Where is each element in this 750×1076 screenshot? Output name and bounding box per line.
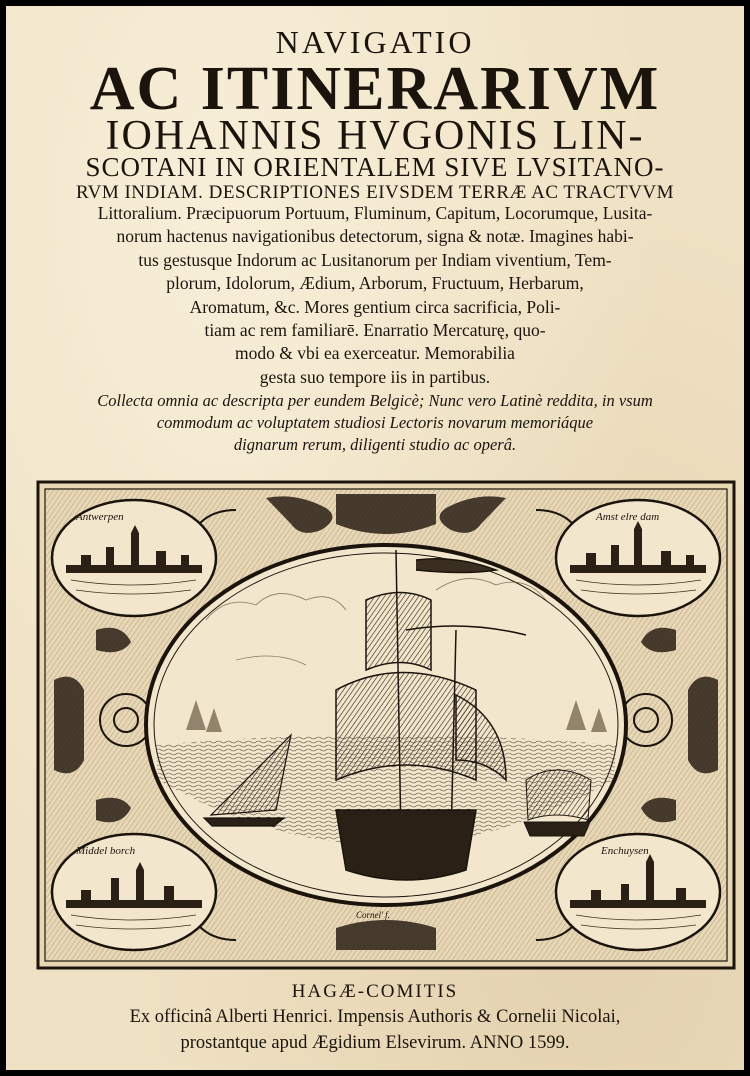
description-line: gesta suo tempore iis in partibus. <box>259 366 491 387</box>
description-line: Aromatum, &c. Mores gentium circa sacrificia, Poli- <box>189 296 561 317</box>
engraving-frame <box>36 480 736 970</box>
description-block <box>6 202 744 389</box>
description-line: tus gestusque Indorum ac Lusitanorum per Indiam viventium, Tem- <box>138 249 612 270</box>
collecta-block <box>6 390 744 456</box>
imprint-place: HAGÆ-COMITIS <box>291 981 459 1002</box>
city-label-amsterdam: Amst elre dam <box>596 511 660 523</box>
collecta-line: Collecta omnia ac descripta per eundem Belgicè; Nunc vero Latinè reddita, in vsum <box>97 391 653 410</box>
description-line: modo & vbi ea exerceatur. Memorabilia <box>235 343 515 364</box>
city-label-middelburg: Middel borch <box>76 845 136 857</box>
city-label-antwerpen: Antwerpen <box>76 511 124 523</box>
description-line: plorum, Idolorum, Ædium, Arborum, Fructuum, Herbarum, <box>166 273 584 294</box>
title-navigatio: NAVIGATIO <box>275 24 475 60</box>
title-author-line2: SCOTANI IN ORIENTALEM SIVE LVSITANO- <box>85 152 665 182</box>
title-itinerarium: AC ITINERARIVM <box>89 55 661 123</box>
imprint-block <box>6 1004 744 1056</box>
description-line: tiam ac rem familiarē. Enarratio Mercaturę, quo- <box>204 320 546 341</box>
engraver-signature: Cornel' f. <box>356 910 390 920</box>
description-line: Littoralium. Præcipuorum Portuum, Fluminum, Capitum, Locorumque, Lusita- <box>97 203 653 223</box>
imprint-line: prostantque apud Ægidium Elsevirum. ANNO 1599. <box>180 1033 570 1053</box>
title-author-line1: IOHANNIS HVGONIS LIN- <box>105 113 645 159</box>
description-line: norum hactenus navigationibus detectorum, signa & notæ. Imagines habi- <box>116 226 634 247</box>
city-label-enchuysen: Enchuysen <box>601 845 649 857</box>
title-page <box>6 6 744 1070</box>
collecta-line: dignarum rerum, diligenti studio ac operâ. <box>233 435 517 454</box>
collecta-line: commodum ac voluptatem studiosi Lectoris novarum memoriáque <box>156 413 594 432</box>
imprint-line: Ex officinâ Alberti Henrici. Impensis Authoris & Cornelii Nicolai, <box>129 1007 621 1027</box>
title-subtitle-line: RVM INDIAM. DESCRIPTIONES EIVSDEM TERRÆ AC TRACTVVM <box>75 182 675 203</box>
